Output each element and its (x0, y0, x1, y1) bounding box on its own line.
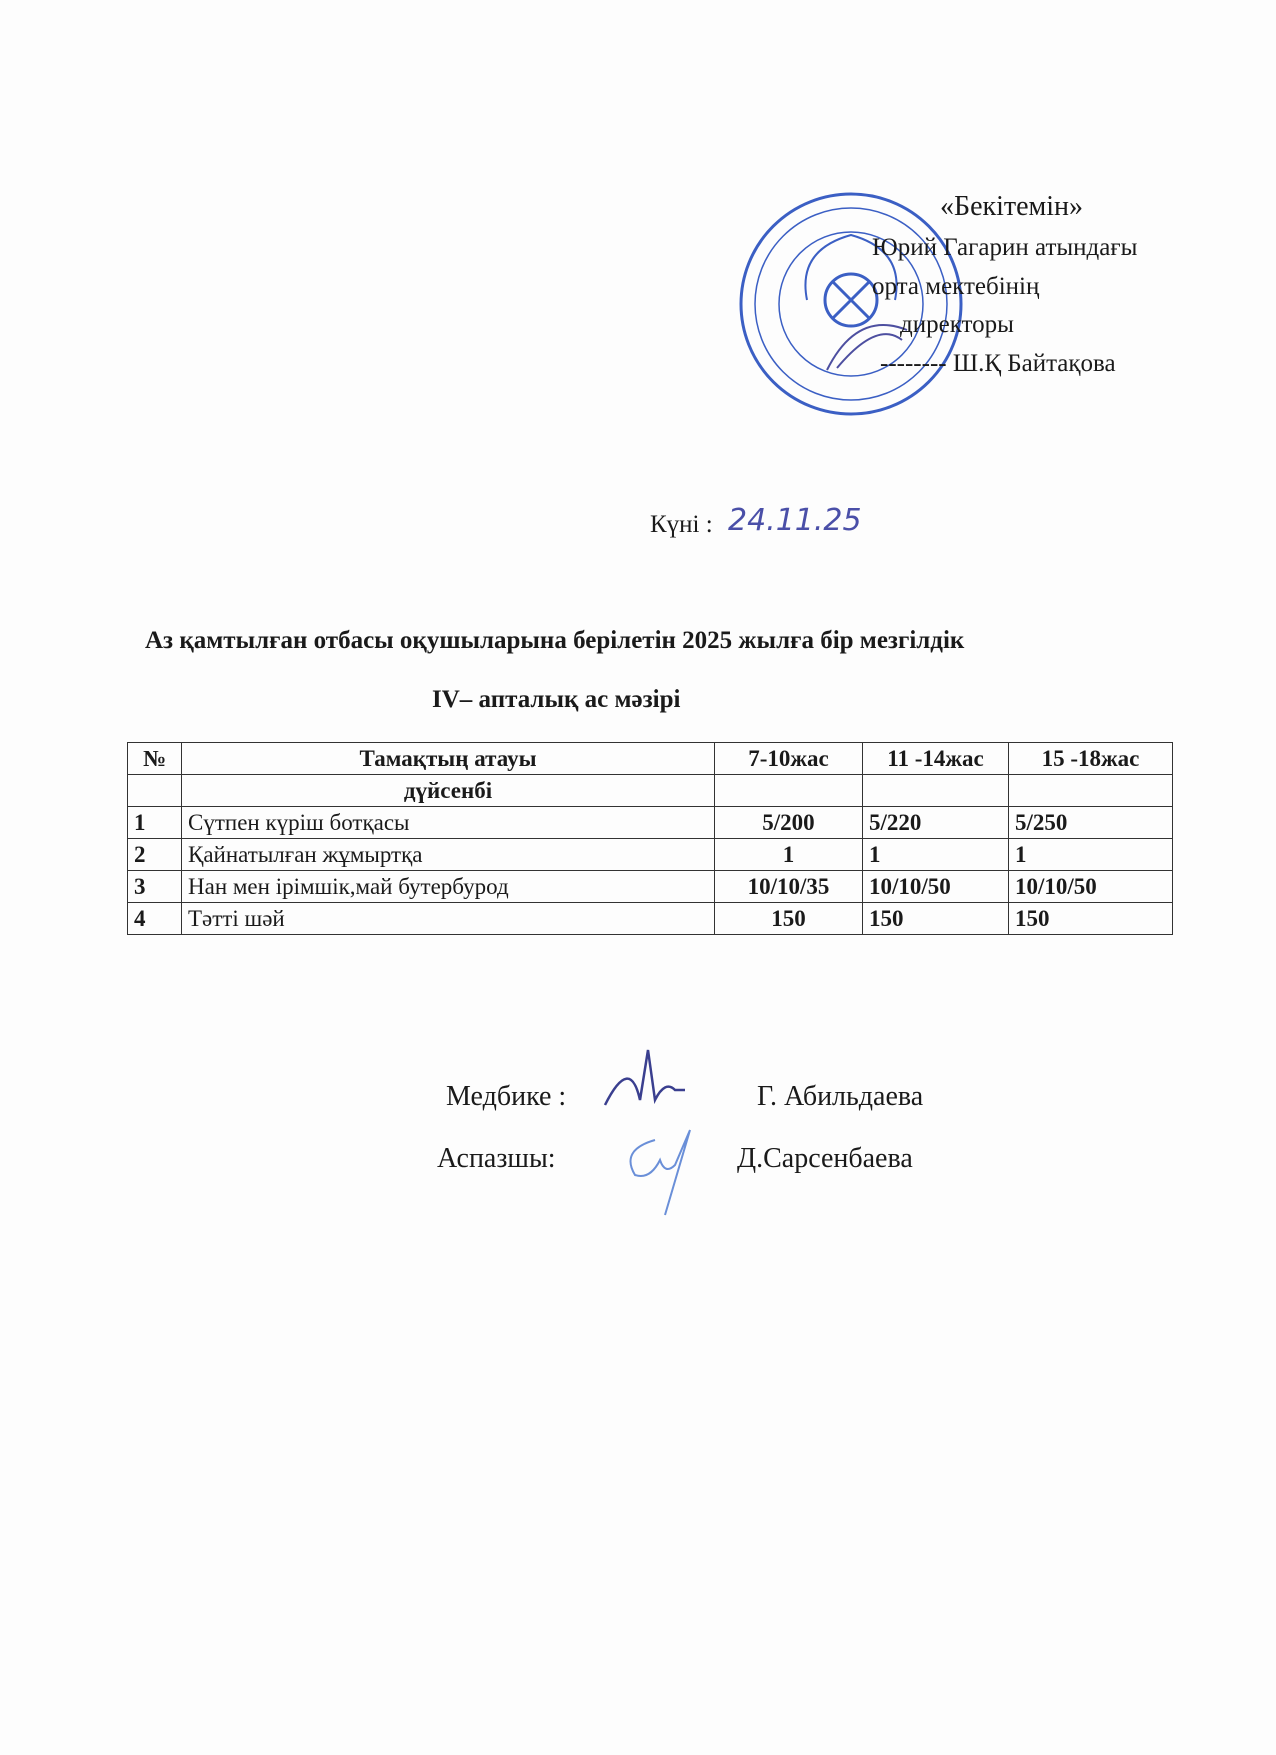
day-row (128, 775, 1173, 807)
header-age-11-14: 11 -14жас (863, 743, 1009, 775)
day-label: дүйсенбі (182, 775, 715, 807)
table-row (128, 903, 1173, 935)
dish-name: Тәтті шәй (182, 903, 715, 935)
title-line-1: Аз қамтылған отбасы оқушыларына берілетін 2025 жылға бір мезгілдік (145, 627, 965, 654)
approval-title: «Бекітемін» (940, 191, 1084, 222)
dish-name: Қайнатылған жұмыртқа (182, 839, 715, 871)
cook-signature (615, 1120, 715, 1220)
portion-11-14: 150 (863, 903, 1009, 935)
menu-table (127, 742, 1173, 935)
row-number: 2 (128, 839, 182, 871)
nurse-name: Г. Абильдаева (757, 1081, 924, 1112)
portion-7-10: 5/200 (715, 807, 863, 839)
nurse-signature (600, 1045, 690, 1115)
portion-15-18: 5/250 (1009, 807, 1173, 839)
row-number: 3 (128, 871, 182, 903)
portion-11-14: 10/10/50 (863, 871, 1009, 903)
table-header-row (128, 743, 1173, 775)
cook-label: Аспазшы: (437, 1143, 556, 1174)
table-row (128, 871, 1173, 903)
portion-7-10: 150 (715, 903, 863, 935)
header-number: № (128, 743, 182, 775)
director-signature-line: -------- Ш.Қ Байтақова (880, 350, 1116, 377)
approval-line-2: орта мектебінің (872, 273, 1040, 300)
portion-15-18: 10/10/50 (1009, 871, 1173, 903)
dish-name: Нан мен ірімшік,май бутербурод (182, 871, 715, 903)
table-row (128, 807, 1173, 839)
date-label: Күні : (650, 511, 713, 538)
row-number: 4 (128, 903, 182, 935)
header-age-7-10: 7-10жас (715, 743, 863, 775)
school-stamp-seal (737, 190, 965, 418)
portion-7-10: 10/10/35 (715, 871, 863, 903)
portion-11-14: 5/220 (863, 807, 1009, 839)
nurse-label: Медбике : (446, 1081, 567, 1112)
portion-15-18: 150 (1009, 903, 1173, 935)
header-dish-name: Тамақтың атауы (182, 743, 715, 775)
table-row (128, 839, 1173, 871)
approval-line-3: директоры (900, 311, 1014, 338)
title-line-2: IV– апталық ас мәзірі (432, 686, 681, 713)
cook-name: Д.Сарсенбаева (737, 1143, 913, 1174)
portion-7-10: 1 (715, 839, 863, 871)
dish-name: Сүтпен күріш ботқасы (182, 807, 715, 839)
row-number: 1 (128, 807, 182, 839)
date-value: 24.11.25 (728, 503, 862, 538)
approval-line-1: Юрий Гагарин атындағы (872, 234, 1138, 261)
portion-15-18: 1 (1009, 839, 1173, 871)
portion-11-14: 1 (863, 839, 1009, 871)
header-age-15-18: 15 -18жас (1009, 743, 1173, 775)
